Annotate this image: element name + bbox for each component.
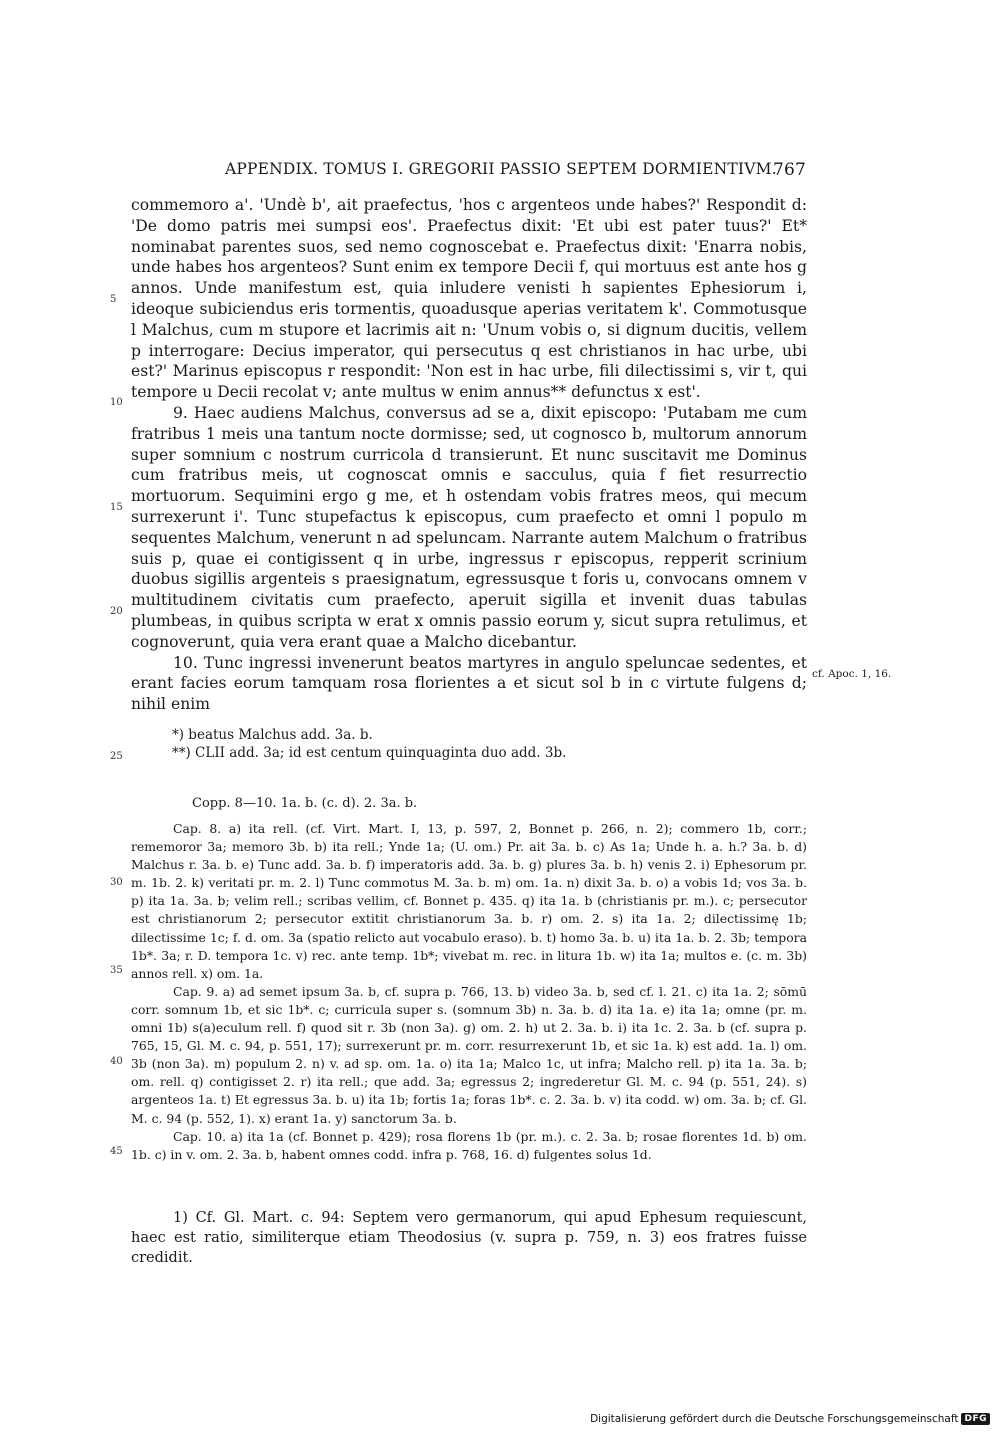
margin-reference: cf. Apoc. 1, 16. <box>812 668 892 680</box>
main-paragraph: commemoro a'. 'Undè b', ait praefectus, 'hos c argenteos unde habes?' Respondit d: 'De domo patris mei sumpsi eos'. Praefectus dixit: 'Et ubi est pater tuus?' Et* nominabat parentes suos, sed nemo cognoscebat e. Praefectus dixit: 'Enarra nobis, unde habes hos argenteos? Sunt enim ex tempore Decii f, qui mortuus est ante hos g annos. Unde manifestum est, quia inludere venisti h sapientes Ephesiorum i, ideoque subiciendus eris tormentis, quoadusque aperias veritatem k'. Commotusque l Malchus, cum m stupore et lacrimis ait n: 'Unum vobis o, si dignum ducitis, vellem p interrogare: Decius imperator, qui persecutus q est christianos in hac urbe, ubi est?' Marinus episcopus r respondit: 'Non est in hac urbe, fili dilectissimi s, vir t, qui tempore u Decii recolat v; ante multus w enim annus** defunctus x est'. <box>131 196 807 402</box>
apparatus-cap10: Cap. 10. a) ita 1a (cf. Bonnet p. 429); rosa florens 1b (pr. m.). c. 2. 3a. b; rosae florentes 1d. b) om. 1b. c) in v. om. 2. 3a. b, habent omnes codd. infra p. 768, 16. d) fulgentes solus 1d. <box>131 1128 807 1162</box>
line-number: 15 <box>110 502 123 513</box>
funding-credit <box>590 1413 990 1425</box>
footnote: *) beatus Malchus add. 3a. b. <box>172 727 373 743</box>
critical-apparatus <box>131 820 807 1164</box>
line-number: 30 <box>110 877 123 888</box>
source-notes <box>131 1208 807 1268</box>
footnote: **) CLII add. 3a; id est centum quinquaginta duo add. 3b. <box>172 745 567 761</box>
main-paragraph: 9. Haec audiens Malchus, conversus ad se a, dixit episcopo: 'Putabam me cum fratribus 1 meis una tantum nocte dormisse; sed, ut cognosco b, multorum annorum super somnium c nostrum curricola d transierunt. Et nunc suscitavit me Dominus cum fratribus meis, ut cognoscat omnis e sacculus, quia f fiet resurrectio mortuorum. Sequimini ergo g me, et h ostendam vobis fratres meos, qui mecum surrexerunt i'. Tunc stupefactus k episcopus, cum praefecto et omni l populo m sequentes Malchum, venerunt n ad speluncam. Narrante autem Malchum o fratribus suis p, quae ei contigissent q in urbe, ingressus r episcopus, repperit scrinium duobus sigillis argenteis s praesignatum, egressusque t foris u, convocans omnem v multitudinem civitatis cum praefecto, aperuit sigilla et invenit duas tabulas plumbeas, in quibus scripta w erat x omnis passio eorum y, sicut supra retulimus, et cognoverunt, quia vera erant quae a Malcho dicebantur. <box>131 403 807 651</box>
dfg-logo: DFG <box>961 1413 990 1425</box>
main-paragraph: 10. Tunc ingressi invenerunt beatos martyres in angulo speluncae sedentes, et erant facies eorum tamquam rosa florientes a et sicut sol b in c virtute fulgens d; nihil enim <box>131 653 807 714</box>
main-text <box>131 195 807 715</box>
footnotes <box>172 726 792 762</box>
apparatus-copp: Copp. 8—10. 1a. b. (c. d). 2. 3a. b. <box>192 796 418 811</box>
page-number: 767 <box>772 160 806 180</box>
source-note: 1) Cf. Gl. Mart. c. 94: Septem vero germanorum, qui apud Ephesum requiescunt, haec est ratio, similiterque etiam Theodosius (v. supra p. 759, n. 3) eos fratres fuisse credidit. <box>131 1210 807 1266</box>
running-title: APPENDIX. TOMUS I. GREGORII PASSIO SEPTEM DORMIENTIVM. <box>225 160 777 178</box>
line-number: 45 <box>110 1146 123 1157</box>
apparatus-cap9: Cap. 9. a) ad semet ipsum 3a. b, cf. supra p. 766, 13. b) video 3a. b, sed cf. l. 21. c) ita 1a. 2; sōmū corr. somnum 1b, et sic 1b*. c; curricula super s. (somnum 3b) n. 3a. b. d) ita 1a. e) ita 1a; omne (pr. m. omni 1b) s(a)eculum rell. f) quod sit r. 3b (non 3a). g) om. 2. h) ut 2. 3a. b. i) ita 1c. 2. 3a. b (cf. supra p. 765, 15, Gl. M. c. 94, p. 551, 17); surrexerunt pr. m. corr. resurrexerunt 1b, et sic 1a. k) est add. 1a. l) om. 3b (non 3a). m) populum 2. n) v. ad sp. om. 1a. o) ita 1a; Malco 1c, ut infra; Malcho rell. p) ita 1a. 3a. b; om. rell. q) contigisset 2. r) ita rell.; que add. 3a; egressus 2; ingrederetur Gl. M. c. 94 (p. 551, 24). s) argenteos 1a. t) Et egressus 3a. b. u) ita 1b; fortis 1a; foras 1b*. c. 2. 3a. b. v) ita codd. w) om. 3a. b; cf. Gl. M. c. 94 (p. 552, 1). x) erant 1a. y) sanctorum 3a. b. <box>131 983 807 1126</box>
line-number: 10 <box>110 397 123 408</box>
line-number: 5 <box>110 294 117 305</box>
line-number: 25 <box>110 751 123 762</box>
line-number: 40 <box>110 1056 123 1067</box>
funding-credit-text: Digitalisierung gefördert durch die Deutsche Forschungsgemeinschaft <box>590 1413 959 1425</box>
apparatus-cap8: Cap. 8. a) ita rell. (cf. Virt. Mart. I, 13, p. 597, 2, Bonnet p. 266, n. 2); commero 1b, corr.; rememoror 3a; memoro 3b. b) ita rell.; Ynde 1a; (U. om.) Pr. ait 3a. b. c) As 1a; Unde h. a. h.? 3a. b. d) Malchus r. 3a. b. e) Tunc add. 3a. b. f) imperatoris add. 3a. b. g) plures 3a. b. h) venis 2. i) Ephesorum pr. m. 1b. 2. k) veritati pr. m. 2. l) Tunc commotus M. 3a. b. m) om. 1a. n) dixit 3a. b. o) a vobis 1d; vos 3a. b. p) ita 1a. 3a. b; velim rell.; scribas vellim, cf. Bonnet p. 435. q) ita 1a. b (christianis pr. m.). c; persecutor est christianorum 2; persecutor extitit christianorum 3a. b. r) om. 2. s) ita 1a. 2; dilectissimę 1b; dilectissime 1c; f. d. om. 3a (spatio relicto aut vocabulo eraso). b. t) homo 3a. b. u) ita 1a. b. 2. 3b; tempora 1b*. 3a; r. D. tempora 1c. v) rec. ante temp. 1b*; vivebat m. rec. in litura 1b. w) ita 1a; multos e. (c. m. 3b) annos rell. x) om. 1a. <box>131 821 807 981</box>
line-number: 35 <box>110 965 123 976</box>
line-number: 20 <box>110 606 123 617</box>
